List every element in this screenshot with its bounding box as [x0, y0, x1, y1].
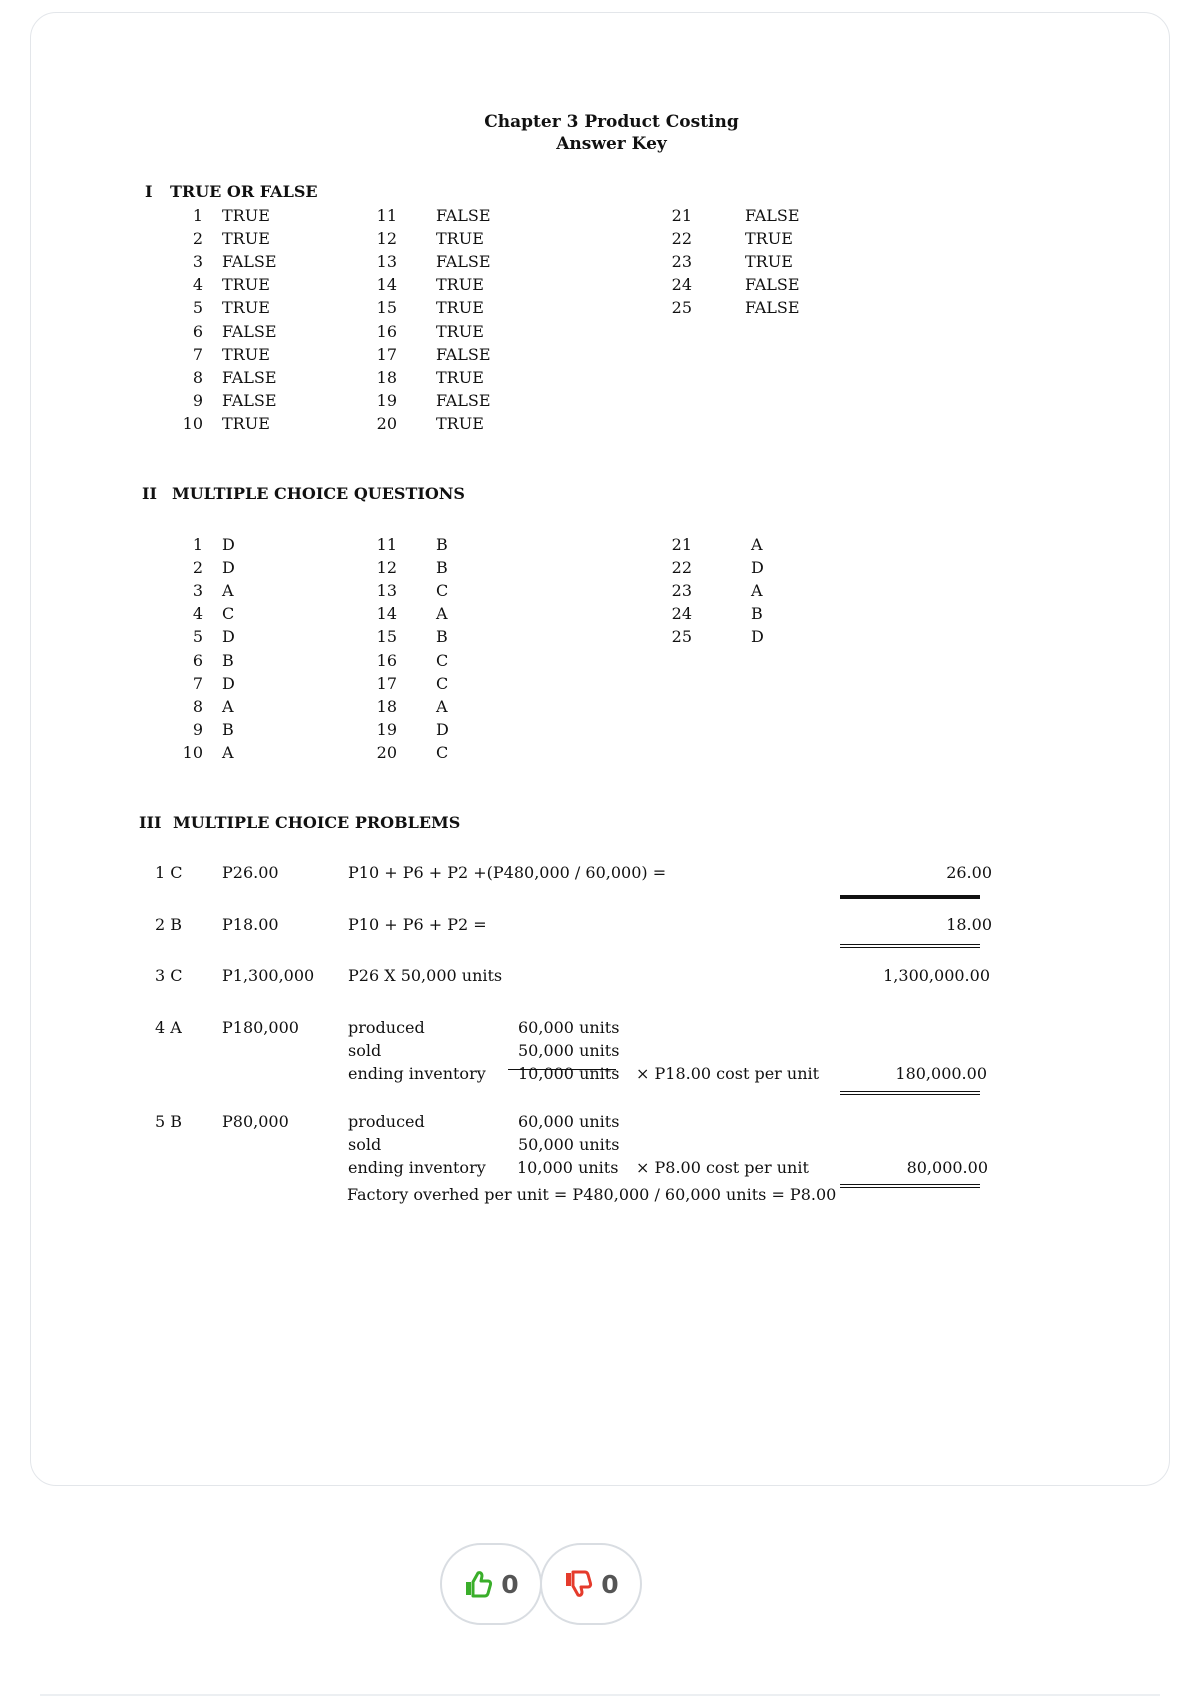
problem4-label: 4 A	[155, 1018, 182, 1037]
tf-item-number: 8	[192, 367, 203, 387]
mc-item-number: 6	[192, 650, 203, 670]
tf-item-number: 9	[192, 390, 203, 410]
problem3-answer: P1,300,000	[222, 966, 315, 985]
mc-item-number: 22	[671, 558, 692, 578]
tf-item-answer: TRUE	[222, 413, 270, 433]
tf-item-answer: FALSE	[745, 206, 800, 225]
tf-item-answer: TRUE	[222, 229, 270, 249]
tf-item-answer: TRUE	[222, 206, 270, 225]
tf-item-answer: TRUE	[436, 298, 484, 318]
problem1-result: 26.00	[946, 863, 992, 882]
mc-item-answer: A	[222, 696, 234, 716]
mc-item-answer: D	[751, 558, 764, 578]
footer-divider	[40, 1694, 1160, 1696]
mc-item-number: 24	[671, 604, 692, 624]
like-button[interactable]	[440, 1543, 542, 1625]
dislike-count: 0	[601, 1569, 619, 1599]
tf-item-number: 19	[376, 390, 397, 410]
tf-item-answer: FALSE	[222, 390, 277, 410]
tf-item-number: 12	[376, 229, 397, 249]
problem5-label: 5 B	[155, 1112, 183, 1131]
dislike-button[interactable]	[540, 1543, 642, 1625]
problem5-ending-value: 10,000 units	[517, 1158, 619, 1177]
tf-item-number: 11	[376, 206, 397, 225]
problem2-result: 18.00	[946, 915, 992, 934]
mc-item-number: 11	[376, 535, 397, 554]
tf-item-number: 17	[376, 344, 397, 364]
mc-item-number: 10	[182, 742, 203, 762]
problem4-answer: P180,000	[222, 1018, 299, 1037]
section1-heading: TRUE OR FALSE	[170, 182, 318, 201]
mc-item-answer: B	[751, 604, 763, 624]
tf-item-number: 16	[376, 321, 397, 341]
mc-item-number: 18	[376, 696, 397, 716]
problem5-produced-value: 60,000 units	[518, 1112, 620, 1131]
mc-item-answer: A	[436, 604, 448, 624]
tf-item-number: 20	[376, 413, 397, 433]
document-title: Chapter 3 Product Costing	[484, 112, 739, 132]
mc-item-number: 4	[192, 604, 203, 624]
mc-item-number: 13	[376, 581, 397, 601]
tf-item-number: 3	[192, 252, 203, 272]
problem1-answer: P26.00	[222, 863, 279, 882]
tf-item-answer: FALSE	[222, 252, 277, 272]
tf-item-answer: FALSE	[222, 367, 277, 387]
like-count: 0	[501, 1569, 519, 1599]
mc-item-number: 17	[376, 673, 397, 693]
problem5-double-rule	[840, 1184, 980, 1188]
problem5-ending-label: ending inventory	[348, 1158, 486, 1177]
tf-item-answer: TRUE	[222, 298, 270, 318]
problem4-ending-label: ending inventory	[348, 1064, 486, 1083]
tf-item-answer: FALSE	[222, 321, 277, 341]
tf-item-answer: FALSE	[436, 344, 491, 364]
problem4-produced-label: produced	[348, 1018, 425, 1037]
mc-item-answer: A	[751, 581, 763, 601]
mc-item-number: 3	[192, 581, 203, 601]
mc-item-answer: A	[222, 742, 234, 762]
mc-item-number: 23	[671, 581, 692, 601]
mc-item-number: 12	[376, 558, 397, 578]
tf-item-number: 18	[376, 367, 397, 387]
thumbs-down-icon	[563, 1570, 593, 1598]
mc-item-answer: B	[436, 535, 448, 554]
problem2-formula: P10 + P6 + P2 =	[348, 915, 487, 934]
problem4-result: 180,000.00	[895, 1064, 987, 1083]
mc-item-answer: D	[222, 558, 235, 578]
tf-item-answer: TRUE	[436, 229, 484, 249]
tf-item-number: 5	[192, 298, 203, 318]
problem1-label: 1 C	[155, 863, 183, 882]
tf-item-number: 2	[192, 229, 203, 249]
mc-item-number: 21	[671, 535, 692, 554]
mc-item-answer: C	[436, 581, 449, 601]
tf-item-number: 21	[671, 206, 692, 225]
tf-item-answer: TRUE	[745, 252, 793, 272]
thumbs-up-icon	[463, 1570, 493, 1598]
tf-item-answer: TRUE	[436, 275, 484, 295]
tf-item-answer: TRUE	[436, 413, 484, 433]
tf-item-number: 25	[671, 298, 692, 318]
section2-heading: MULTIPLE CHOICE QUESTIONS	[172, 484, 465, 503]
mc-item-answer: B	[436, 558, 448, 578]
mc-item-number: 20	[376, 742, 397, 762]
mc-item-answer: D	[436, 719, 449, 739]
tf-item-answer: FALSE	[436, 390, 491, 410]
document-subtitle: Answer Key	[556, 134, 667, 154]
tf-item-answer: FALSE	[745, 298, 800, 318]
tf-item-number: 23	[671, 252, 692, 272]
mc-item-answer: D	[222, 535, 235, 554]
problem4-sold-label: sold	[348, 1041, 382, 1060]
mc-item-number: 7	[192, 673, 203, 693]
mc-item-number: 1	[192, 535, 203, 554]
mc-item-answer: B	[222, 650, 234, 670]
mc-item-answer: D	[222, 627, 235, 647]
tf-item-answer: TRUE	[222, 275, 270, 295]
section2-numeral: II	[142, 484, 157, 503]
mc-item-number: 16	[376, 650, 397, 670]
problem5-produced-label: produced	[348, 1112, 425, 1131]
tf-item-answer: TRUE	[436, 367, 484, 387]
tf-item-answer: TRUE	[436, 321, 484, 341]
problem5-note: Factory overhed per unit = P480,000 / 60,000 units = P8.00	[347, 1185, 837, 1204]
mc-item-answer: D	[222, 673, 235, 693]
mc-item-answer: C	[436, 742, 449, 762]
problem1-formula: P10 + P6 + P2 +(P480,000 / 60,000) =	[348, 863, 667, 882]
problem4-sold-value: 50,000 units	[518, 1041, 620, 1060]
tf-item-number: 1	[192, 206, 203, 225]
tf-item-answer: FALSE	[745, 275, 800, 295]
tf-item-number: 14	[376, 275, 397, 295]
problem4-double-rule	[840, 1091, 980, 1095]
mc-item-number: 25	[671, 627, 692, 647]
problem5-sold-value: 50,000 units	[518, 1135, 620, 1154]
problem5-result: 80,000.00	[906, 1158, 988, 1177]
mc-item-answer: C	[436, 673, 449, 693]
mc-item-number: 14	[376, 604, 397, 624]
problem2-answer: P18.00	[222, 915, 279, 934]
mc-item-answer: C	[222, 604, 235, 624]
tf-item-number: 7	[192, 344, 203, 364]
mc-item-number: 9	[192, 719, 203, 739]
mc-item-answer: D	[751, 627, 764, 647]
section3-heading: MULTIPLE CHOICE PROBLEMS	[173, 813, 461, 832]
problem3-label: 3 C	[155, 966, 183, 985]
problem3-result: 1,300,000.00	[883, 966, 990, 985]
tf-item-number: 15	[376, 298, 397, 318]
section3-numeral: III	[139, 813, 162, 832]
mc-item-answer: A	[436, 696, 448, 716]
tf-item-answer: TRUE	[222, 344, 270, 364]
mc-item-answer: A	[222, 581, 234, 601]
mc-item-number: 19	[376, 719, 397, 739]
section1-numeral: I	[145, 182, 153, 201]
problem1-rule	[840, 895, 980, 899]
problem2-label: 2 B	[155, 915, 183, 934]
problem5-multiplier: × P8.00 cost per unit	[636, 1158, 809, 1177]
tf-item-number: 6	[192, 321, 203, 341]
mc-item-number: 8	[192, 696, 203, 716]
mc-item-answer: C	[436, 650, 449, 670]
mc-item-number: 5	[192, 627, 203, 647]
mc-item-number: 15	[376, 627, 397, 647]
mc-item-answer: B	[222, 719, 234, 739]
tf-item-number: 4	[192, 275, 203, 295]
tf-item-answer: TRUE	[745, 229, 793, 249]
problem5-sold-label: sold	[348, 1135, 382, 1154]
tf-item-number: 13	[376, 252, 397, 272]
mc-item-number: 2	[192, 558, 203, 578]
problem4-produced-value: 60,000 units	[518, 1018, 620, 1037]
problem2-double-rule	[840, 944, 980, 948]
tf-item-number: 22	[671, 229, 692, 249]
problem4-ending-value: 10,000 units	[518, 1064, 620, 1083]
tf-item-answer: FALSE	[436, 252, 491, 272]
problem4-multiplier: × P18.00 cost per unit	[636, 1064, 820, 1083]
tf-item-answer: FALSE	[436, 206, 491, 225]
tf-item-number: 24	[671, 275, 692, 295]
problem5-answer: P80,000	[222, 1112, 289, 1131]
mc-item-answer: B	[436, 627, 448, 647]
mc-item-answer: A	[751, 535, 763, 554]
problem3-formula: P26 X 50,000 units	[348, 966, 503, 985]
tf-item-number: 10	[182, 413, 203, 433]
